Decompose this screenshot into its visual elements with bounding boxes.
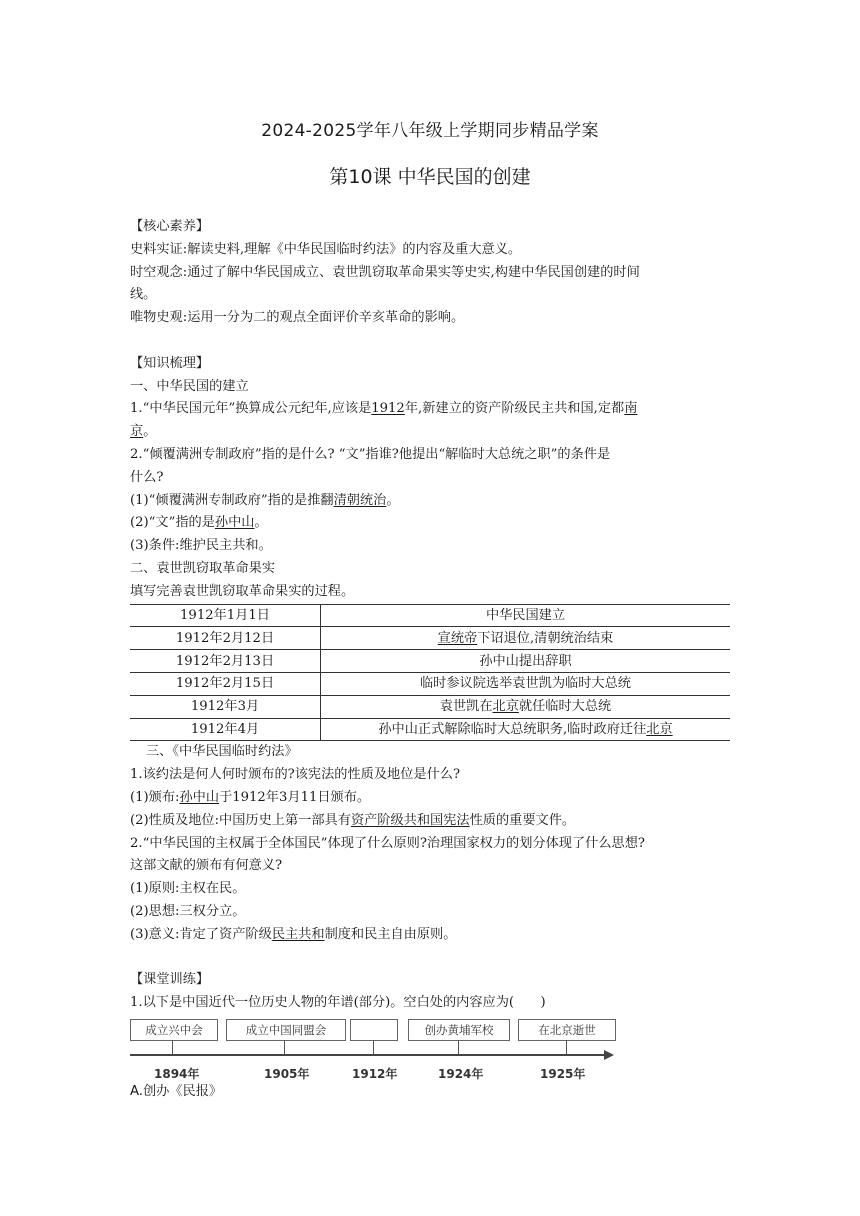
constitution-question-1: 1.该约法是何人何时颁布的?该宪法的性质及地位是什么?: [130, 767, 461, 783]
timeline-event-cell: [321, 604, 731, 627]
constitution-answer-2-3: [130, 924, 735, 947]
lesson-title: 第10课 中华民国的创建: [329, 166, 531, 188]
event-box-5: 在北京逝世: [518, 1019, 616, 1041]
year-label: 1905年: [264, 1066, 310, 1081]
event-text: 孙中山正式解除临时大总统职务,临时政府迁往: [378, 721, 647, 737]
document-title: 2024-2025学年八年级上学期同步精品学案: [261, 121, 599, 141]
timeline-row: [130, 650, 730, 673]
core-heading: 【核心素养】: [130, 219, 210, 234]
timeline-row: [130, 604, 730, 627]
core-line-1: 史料实证:解读史料,理解《中华民国临时约法》的内容及重大意义。: [130, 241, 522, 257]
constitution-answer-2-1: (1)原则:主权在民。: [130, 881, 246, 897]
timeline-arrow-icon: [604, 1050, 614, 1060]
core-line-2a: 时空观念:通过了解中华民国成立、袁世凯窃取革命果实等史实,构建中华民国创建的时间: [130, 264, 640, 280]
event-text: 中华民国建立: [485, 607, 566, 623]
document-body: [130, 216, 735, 1104]
timeline-event-cell: [321, 672, 731, 695]
section-2-title: 二、袁世凯窃取革命果实: [130, 560, 276, 576]
year-label: 1912年: [352, 1066, 398, 1081]
timeline-event-cell: [321, 718, 731, 741]
constitution-answer-1b: [130, 810, 735, 833]
question-1-line-2: [130, 421, 735, 444]
event-text: 临时参议院选举袁世凯为临时大总统: [420, 676, 631, 692]
timeline-date-cell: 1912年4月: [130, 718, 321, 741]
timeline-event-cell: [321, 627, 731, 650]
text: 制度和民主自由原则。: [324, 926, 457, 942]
answer-2-2: [130, 512, 735, 535]
timeline-tick: [458, 1040, 459, 1054]
practice-question-1: 1.以下是中国近代一位历史人物的年谱(部分)。空白处的内容应为( ): [130, 995, 546, 1011]
constitution-question-2b: 这部文献的颁布有何意义?: [130, 858, 283, 874]
answer-underlined: 清朝统治: [333, 492, 387, 508]
knowledge-heading: 【知识梳理】: [130, 355, 210, 371]
event-box-2: 成立中国同盟会: [226, 1019, 346, 1041]
timeline-date-cell: 1912年2月13日: [130, 650, 321, 673]
text: 1.“中华民国元年”换算成公元纪年,应该是: [130, 401, 372, 417]
practice-heading: 【课堂训练】: [130, 972, 210, 988]
event-answer-underlined: 宣统帝: [437, 630, 478, 646]
question-2-line-1: 2.“倾覆满洲专制政府”指的是什么? “文”指谁?他提出“解临时大总统之职”的条件是: [130, 446, 611, 462]
event-text: 孙中山提出辞职: [479, 653, 572, 669]
event-text: 就任临时大总统: [518, 699, 612, 715]
text: 性质的重要文件。: [469, 812, 576, 828]
timeline-row: [130, 695, 730, 718]
chronology-figure: [130, 1019, 620, 1081]
text: 。: [386, 492, 400, 508]
answer-2-1: [130, 490, 735, 513]
timeline-event-cell: [321, 650, 731, 673]
event-box-blank: [350, 1019, 398, 1041]
answer-underlined: 民主共和: [271, 926, 325, 942]
core-line-2b: 线。: [130, 287, 157, 303]
answer-year: 1912: [371, 401, 405, 417]
constitution-answer-2-2: (2)思想:三权分立。: [130, 903, 246, 919]
text: (2)性质及地位:中国历史上第一部具有: [130, 812, 351, 828]
timeline-tick: [284, 1040, 285, 1054]
question-1-line-1: [130, 398, 735, 421]
event-text: 下诏退位,清朝统治结束: [477, 630, 614, 646]
constitution-question-2a: 2.“中华民国的主权属于全体国民”体现了什么原则?治理国家权力的划分体现了什么思想?: [130, 835, 645, 851]
answer-capital-part1: 南: [624, 401, 638, 417]
answer-underlined: 孙中山: [214, 515, 255, 531]
text: (3)意义:肯定了资产阶级: [130, 926, 272, 942]
text: (2)“文”指的是: [130, 515, 215, 531]
timeline-event-cell: [321, 695, 731, 718]
timeline-row: [130, 672, 730, 695]
year-label: 1924年: [438, 1066, 484, 1081]
event-box-4: 创办黄埔军校: [408, 1019, 510, 1041]
timeline-tick: [172, 1040, 173, 1054]
question-2-line-2: 什么?: [130, 469, 164, 485]
timeline-date-cell: 1912年3月: [130, 695, 321, 718]
text: 。: [254, 515, 268, 531]
section-3-title: 三、《中华民国临时约法》: [146, 744, 298, 760]
text: (1)“倾覆满洲专制政府”指的是推翻: [130, 492, 334, 508]
constitution-answer-1a: [130, 787, 735, 810]
event-box-1: 成立兴中会: [130, 1019, 218, 1041]
option-a: A.创办《民报》: [130, 1083, 223, 1099]
timeline-axis: [130, 1054, 608, 1056]
text: (1)颁布:: [130, 789, 180, 805]
timeline-row: [130, 718, 730, 741]
section-1-title: 一、中华民国的建立: [130, 378, 249, 394]
timeline-tick: [566, 1040, 567, 1054]
answer-2-3: (3)条件:维护民主共和。: [130, 538, 272, 554]
timeline-date-cell: 1912年1月1日: [130, 604, 321, 627]
section-2-intro: 填写完善袁世凯窃取革命果实的过程。: [130, 583, 355, 599]
year-label: 1925年: [540, 1066, 586, 1081]
event-text: 袁世凯在: [439, 699, 493, 715]
timeline-row: [130, 627, 730, 650]
timeline-date-cell: 1912年2月12日: [130, 627, 321, 650]
timeline-date-cell: 1912年2月15日: [130, 672, 321, 695]
answer-underlined: 孙中山: [179, 789, 220, 805]
answer-capital-part2: 京: [130, 424, 144, 440]
year-label: 1894年: [154, 1066, 200, 1081]
text: 年,新建立的资产阶级民主共和国,定都: [404, 401, 625, 417]
yuan-shikai-timeline-table: [130, 604, 730, 742]
event-answer-underlined: 北京: [492, 699, 519, 715]
text: 。: [143, 424, 157, 440]
text: 于1912年3月11日颁布。: [219, 789, 371, 805]
core-line-3: 唯物史观:运用一分为二的观点全面评价辛亥革命的影响。: [130, 310, 465, 326]
timeline-tick: [373, 1040, 374, 1054]
event-answer-underlined: 北京: [646, 721, 673, 737]
answer-underlined: 资产阶级共和国宪法: [350, 812, 470, 828]
